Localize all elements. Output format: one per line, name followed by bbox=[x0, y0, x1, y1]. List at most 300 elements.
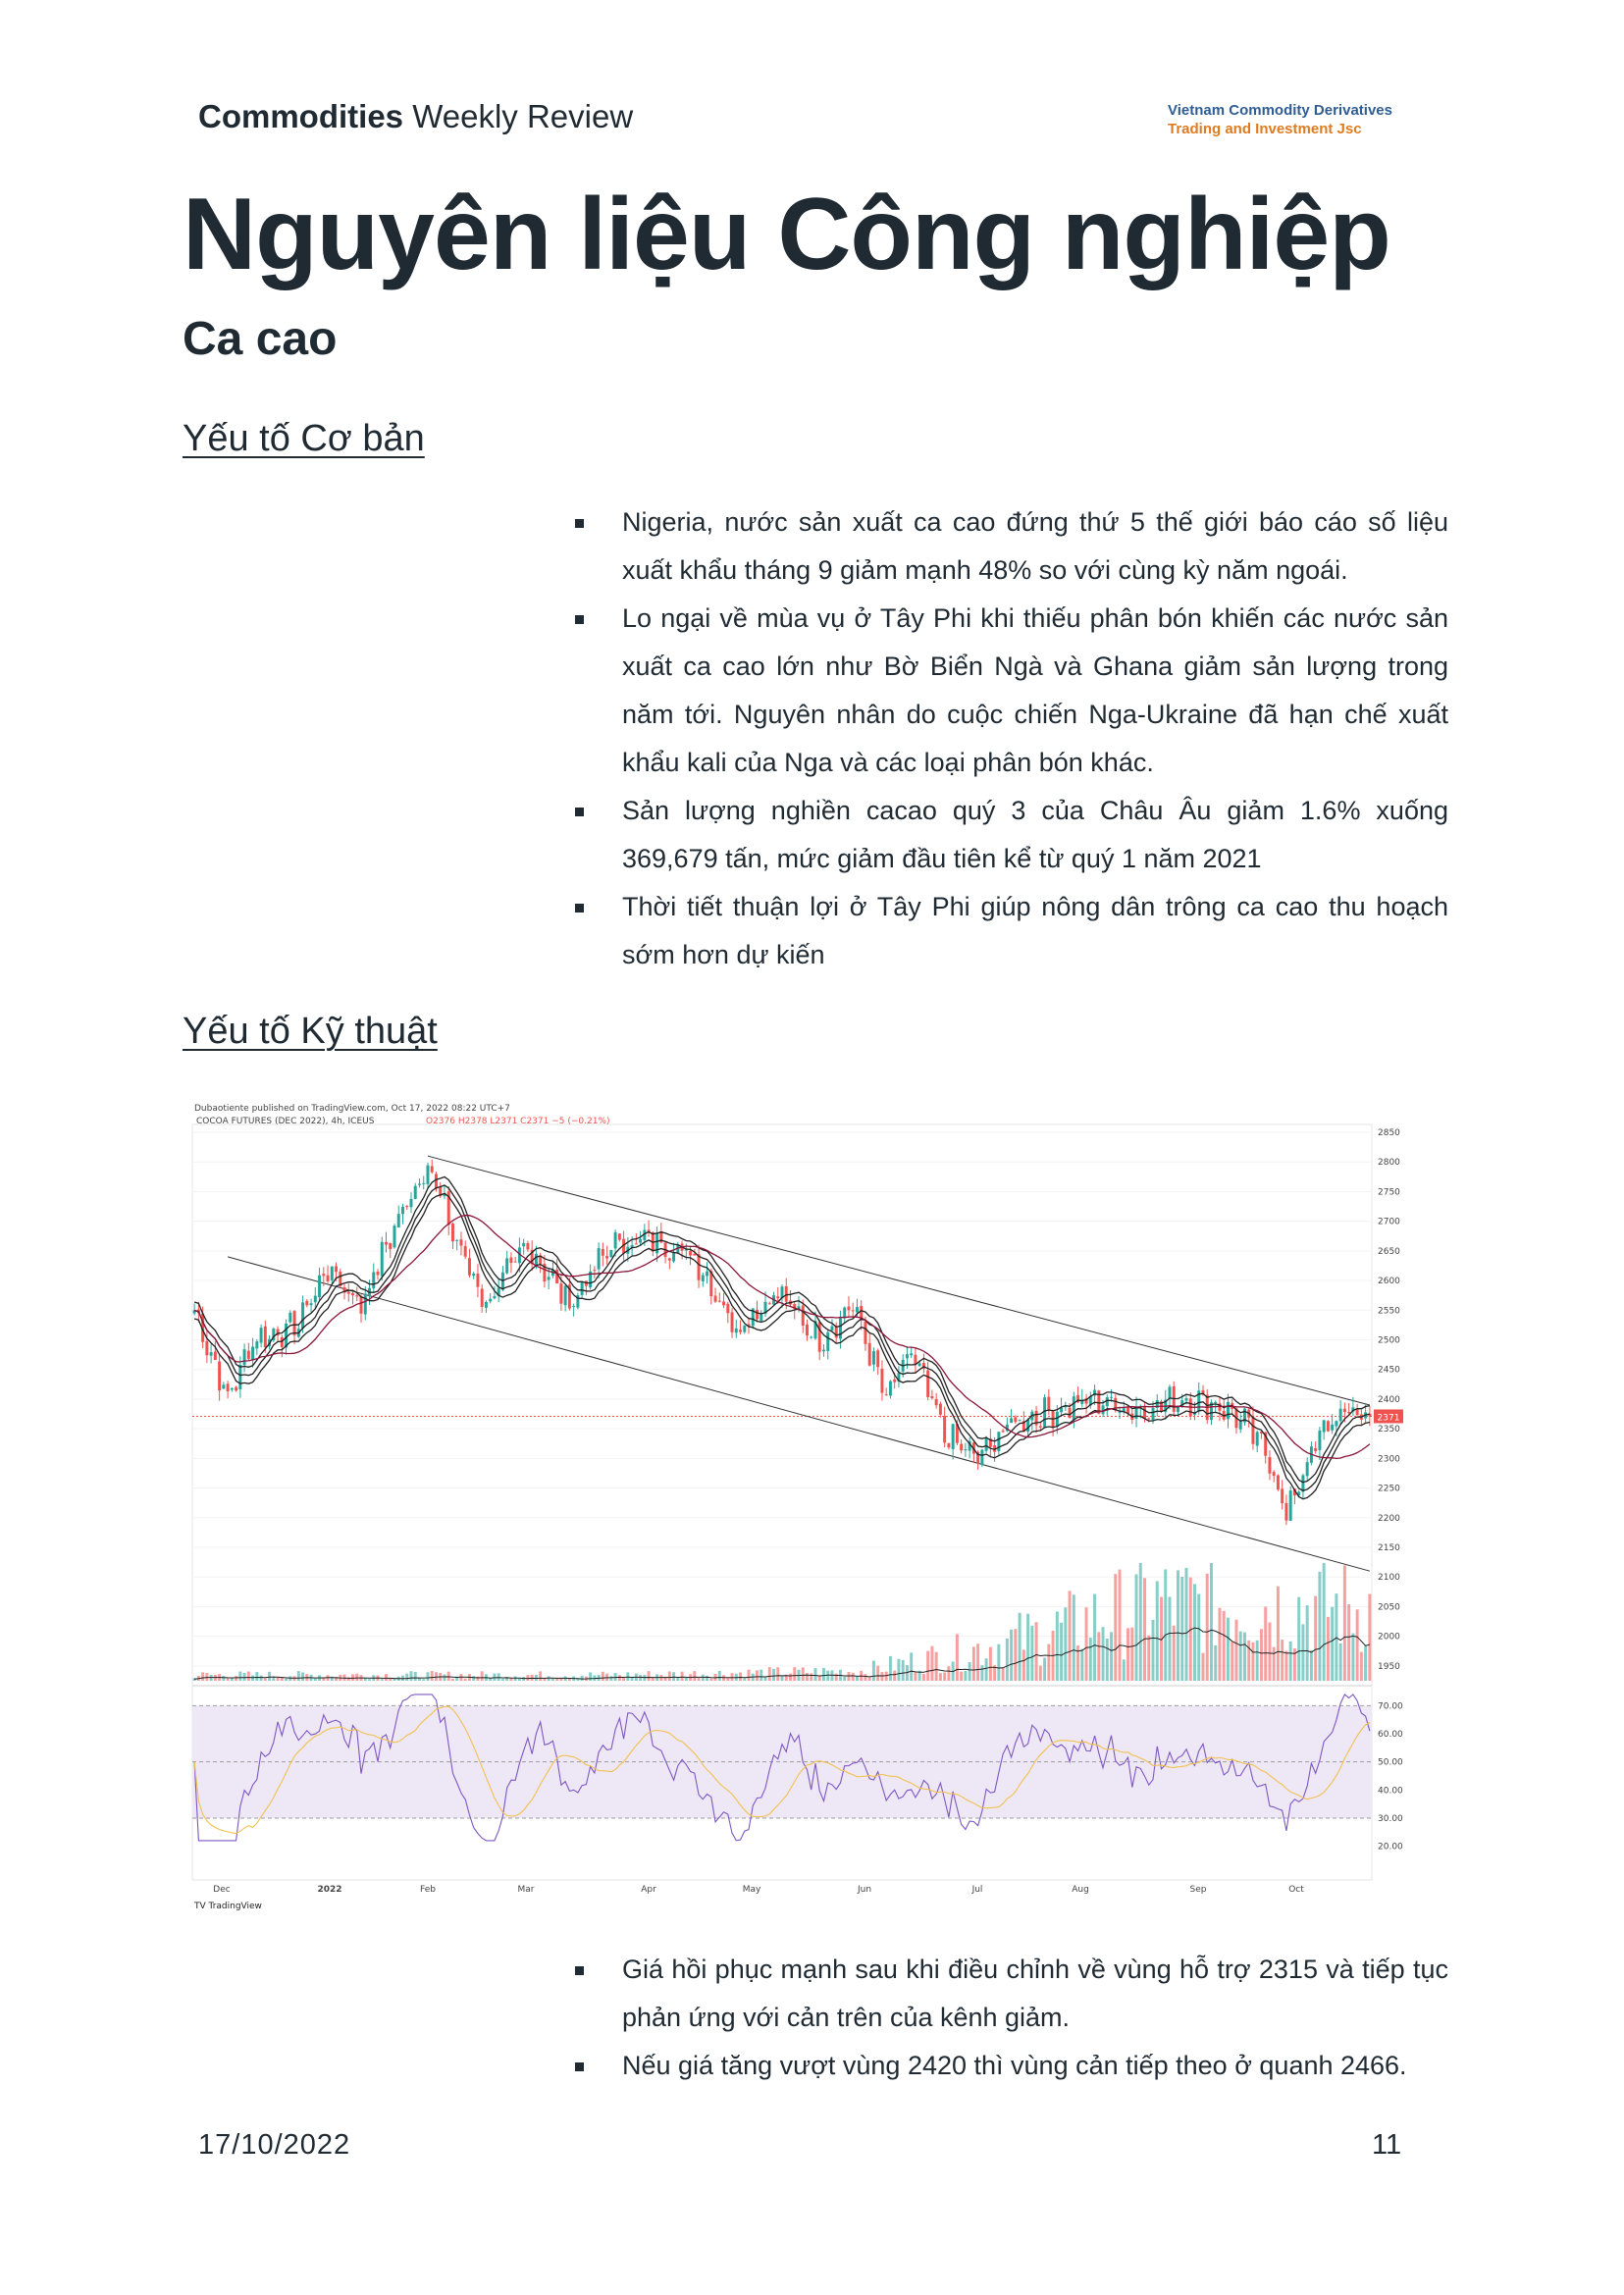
candle-body bbox=[910, 1353, 913, 1355]
candle-body bbox=[485, 1302, 488, 1308]
volume-bar bbox=[926, 1651, 929, 1681]
volume-bar bbox=[1119, 1570, 1122, 1681]
candle-body bbox=[960, 1444, 963, 1451]
fundamentals-heading: Yếu tố Cơ bản bbox=[183, 418, 425, 459]
volume-bar bbox=[1130, 1628, 1133, 1681]
volume-bar bbox=[672, 1672, 675, 1681]
candle-body bbox=[739, 1330, 742, 1331]
candle-body bbox=[464, 1246, 467, 1257]
candle-body bbox=[672, 1253, 675, 1262]
volume-bar bbox=[1085, 1607, 1088, 1681]
volume-bar bbox=[551, 1679, 554, 1681]
candle-body bbox=[401, 1207, 404, 1214]
x-axis-label: 2022 bbox=[317, 1885, 342, 1895]
candle-body bbox=[1047, 1397, 1050, 1411]
candle-body bbox=[381, 1242, 384, 1277]
volume-bar bbox=[956, 1634, 959, 1681]
candle-body bbox=[830, 1327, 833, 1331]
candle-body bbox=[598, 1248, 601, 1270]
volume-bar bbox=[1356, 1609, 1359, 1681]
volume-bar bbox=[1347, 1604, 1350, 1681]
candle-body bbox=[1026, 1420, 1029, 1432]
volume-bar bbox=[718, 1671, 721, 1681]
volume-bar bbox=[1177, 1570, 1179, 1681]
candle-body bbox=[1256, 1432, 1259, 1445]
rsi-tick-label: 30.00 bbox=[1378, 1814, 1403, 1824]
candle-body bbox=[293, 1311, 296, 1335]
candle-body bbox=[1347, 1412, 1350, 1413]
volume-bar bbox=[351, 1674, 354, 1681]
volume-bar bbox=[1210, 1563, 1213, 1681]
x-axis-label: Mar bbox=[517, 1885, 535, 1895]
x-axis-label: Oct bbox=[1288, 1885, 1304, 1895]
volume-bar bbox=[1268, 1623, 1271, 1681]
candle-body bbox=[1073, 1396, 1075, 1420]
candle-body bbox=[602, 1249, 604, 1256]
volume-bar bbox=[1327, 1617, 1330, 1681]
candle-body bbox=[251, 1347, 254, 1361]
candle-body bbox=[347, 1292, 350, 1294]
candle-body bbox=[918, 1363, 921, 1366]
volume-bar bbox=[864, 1674, 866, 1681]
volume-bar bbox=[852, 1673, 855, 1681]
candle-body bbox=[964, 1449, 967, 1450]
volume-bar bbox=[443, 1674, 445, 1681]
candle-body bbox=[689, 1251, 692, 1256]
volume-bar bbox=[618, 1675, 621, 1681]
candle-body bbox=[218, 1361, 221, 1390]
candle-body bbox=[288, 1313, 291, 1323]
volume-bar bbox=[238, 1672, 241, 1681]
candle-body bbox=[635, 1243, 638, 1244]
candle-body bbox=[835, 1327, 838, 1338]
candle-body bbox=[806, 1325, 809, 1335]
price-tick-label: 2650 bbox=[1378, 1246, 1400, 1257]
volume-bar bbox=[868, 1677, 871, 1681]
volume-bar bbox=[731, 1673, 734, 1681]
volume-bar bbox=[1143, 1578, 1146, 1681]
volume-bar bbox=[1047, 1644, 1050, 1681]
volume-bar bbox=[1139, 1563, 1142, 1681]
candle-body bbox=[322, 1274, 325, 1276]
volume-bar bbox=[668, 1671, 671, 1681]
volume-bar bbox=[589, 1672, 592, 1681]
candle-body bbox=[238, 1365, 241, 1389]
candle-body bbox=[722, 1301, 725, 1305]
price-tick-label: 2500 bbox=[1378, 1335, 1400, 1346]
volume-bar bbox=[652, 1678, 655, 1681]
volume-bar bbox=[1073, 1594, 1075, 1681]
volume-bar bbox=[414, 1672, 417, 1681]
candle-body bbox=[952, 1424, 955, 1449]
volume-bar bbox=[1331, 1607, 1334, 1681]
bullet-square-icon bbox=[575, 1966, 584, 1975]
volume-bar bbox=[1156, 1581, 1159, 1681]
candle-body bbox=[856, 1307, 859, 1312]
volume-bar bbox=[930, 1646, 933, 1681]
volume-bar bbox=[685, 1678, 688, 1681]
candle-body bbox=[355, 1295, 358, 1296]
candle-body bbox=[1327, 1421, 1330, 1431]
candle-body bbox=[1185, 1398, 1188, 1401]
volume-bar bbox=[897, 1659, 900, 1681]
volume-bar bbox=[997, 1644, 1000, 1681]
candle-body bbox=[285, 1324, 288, 1347]
volume-bar bbox=[698, 1678, 701, 1681]
candle-body bbox=[1331, 1425, 1334, 1431]
volume-bar bbox=[1019, 1613, 1022, 1681]
candle-body bbox=[422, 1183, 425, 1184]
volume-bar bbox=[1343, 1565, 1346, 1681]
candle-body bbox=[389, 1243, 392, 1249]
volume-bar bbox=[435, 1672, 438, 1681]
candle-body bbox=[1069, 1408, 1072, 1419]
technical-heading: Yếu tố Kỹ thuật bbox=[183, 1011, 438, 1052]
volume-bar bbox=[1281, 1640, 1283, 1681]
volume-bar bbox=[268, 1672, 271, 1681]
candle-body bbox=[593, 1270, 596, 1271]
volume-bar bbox=[1227, 1618, 1230, 1681]
volume-bar bbox=[726, 1678, 729, 1681]
candle-body bbox=[526, 1243, 529, 1249]
candle-body bbox=[522, 1243, 525, 1246]
candle-body bbox=[1002, 1431, 1005, 1432]
volume-bar bbox=[776, 1667, 779, 1681]
candle-body bbox=[418, 1183, 421, 1184]
candle-body bbox=[1227, 1402, 1230, 1419]
volume-bar bbox=[1314, 1596, 1317, 1681]
candle-body bbox=[1014, 1417, 1017, 1422]
volume-bar bbox=[764, 1677, 767, 1681]
volume-bar bbox=[1010, 1630, 1013, 1681]
volume-bar bbox=[781, 1676, 784, 1681]
candle-body bbox=[426, 1166, 429, 1184]
candle-body bbox=[743, 1326, 746, 1332]
candle-body bbox=[260, 1328, 263, 1342]
volume-bar bbox=[880, 1672, 883, 1681]
candle-body bbox=[372, 1272, 375, 1288]
candle-body bbox=[731, 1312, 734, 1331]
candle-body bbox=[535, 1254, 538, 1266]
price-tick-label: 2350 bbox=[1378, 1425, 1400, 1435]
volume-bar bbox=[1310, 1650, 1313, 1681]
candle-body bbox=[639, 1239, 642, 1243]
candle-body bbox=[822, 1350, 825, 1352]
volume-bar bbox=[1339, 1643, 1342, 1681]
candle-body bbox=[698, 1254, 701, 1279]
candle-body bbox=[605, 1256, 608, 1259]
candle-body bbox=[609, 1250, 612, 1257]
volume-bar bbox=[1234, 1620, 1237, 1681]
rsi-tick-label: 70.00 bbox=[1378, 1701, 1403, 1712]
volume-bar bbox=[706, 1676, 708, 1681]
candle-body bbox=[718, 1301, 721, 1302]
volume-bar bbox=[1180, 1577, 1183, 1681]
volume-bar bbox=[681, 1672, 684, 1681]
volume-bar bbox=[285, 1679, 288, 1681]
volume-bar bbox=[426, 1672, 429, 1681]
candle-body bbox=[1281, 1488, 1283, 1503]
volume-bar bbox=[1243, 1633, 1246, 1681]
fundamentals-item: Sản lượng nghiền cacao quý 3 của Châu Âu giảm 1.6% xuống 369,679 tấn, mức giảm đầu tiên kể từ quý 1 năm 2021 bbox=[567, 787, 1448, 883]
candle-body bbox=[785, 1286, 788, 1302]
candle-body bbox=[255, 1341, 258, 1348]
volume-bar bbox=[1193, 1584, 1196, 1681]
fundamentals-item: Lo ngại về mùa vụ ở Tây Phi khi thiếu phân bón khiến các nước sản xuất ca cao lớn như Bờ Biển Ngà và Ghana giảm sản lượng trong năm tới. Nguyên nhân do cuộc chiến Nga-Ukraine đã hạn chế xuất khẩu kali của Nga và các loại phân bón khác. bbox=[567, 595, 1448, 787]
volume-bar bbox=[431, 1671, 434, 1681]
footer-date: 17/10/2022 bbox=[198, 2129, 351, 2161]
x-axis-label: Feb bbox=[420, 1885, 436, 1895]
volume-bar bbox=[1264, 1607, 1267, 1681]
volume-bar bbox=[648, 1671, 651, 1681]
volume-bar bbox=[260, 1676, 263, 1681]
candle-body bbox=[1143, 1406, 1146, 1419]
volume-bar bbox=[355, 1674, 358, 1681]
x-axis-label: May bbox=[742, 1885, 761, 1895]
candle-body bbox=[930, 1396, 933, 1398]
candle-body bbox=[1306, 1462, 1309, 1476]
volume-bar bbox=[1364, 1646, 1367, 1681]
candle-body bbox=[868, 1343, 871, 1366]
volume-bar bbox=[810, 1673, 812, 1681]
volume-bar bbox=[960, 1672, 963, 1681]
volume-bar bbox=[893, 1671, 896, 1681]
volume-bar bbox=[793, 1667, 796, 1681]
candle-body bbox=[476, 1274, 479, 1287]
volume-bar bbox=[201, 1672, 204, 1681]
volume-bar bbox=[789, 1674, 792, 1681]
candle-body bbox=[906, 1354, 909, 1358]
candle-body bbox=[451, 1224, 454, 1241]
volume-bar bbox=[902, 1660, 905, 1681]
volume-bar bbox=[1318, 1572, 1321, 1681]
candle-body bbox=[980, 1450, 983, 1465]
volume-bar bbox=[581, 1676, 584, 1681]
volume-bar bbox=[1251, 1643, 1254, 1681]
volume-bar bbox=[1239, 1632, 1242, 1681]
volume-bar bbox=[976, 1643, 979, 1681]
volume-bar bbox=[1102, 1627, 1105, 1681]
candle-body bbox=[947, 1443, 950, 1447]
rsi-tick-label: 60.00 bbox=[1378, 1730, 1403, 1740]
volume-bar bbox=[772, 1669, 775, 1681]
candle-body bbox=[214, 1351, 217, 1360]
candle-body bbox=[1169, 1386, 1172, 1398]
volume-bar bbox=[876, 1666, 879, 1681]
volume-bar bbox=[1351, 1634, 1354, 1681]
volume-bar bbox=[501, 1679, 504, 1681]
fundamentals-item: Nigeria, nước sản xuất ca cao đứng thứ 5 thế giới báo cáo số liệu xuất khẩu tháng 9 giảm mạnh 48% so với cùng kỳ năm ngoái. bbox=[567, 498, 1448, 595]
page-subtitle: Ca cao bbox=[183, 313, 338, 365]
volume-bar bbox=[227, 1678, 230, 1681]
volume-bar bbox=[1360, 1652, 1363, 1681]
volume-bar bbox=[1039, 1666, 1042, 1681]
candle-body bbox=[1152, 1408, 1155, 1420]
volume-bar bbox=[639, 1675, 642, 1681]
volume-bar bbox=[939, 1673, 942, 1681]
bullet-square-icon bbox=[575, 2062, 584, 2071]
x-axis-label: Jul bbox=[971, 1885, 983, 1895]
candle-body bbox=[1277, 1476, 1280, 1490]
candle-body bbox=[1110, 1397, 1113, 1398]
tradingview-brand: TV TradingView bbox=[194, 1902, 262, 1911]
volume-bar bbox=[1114, 1574, 1117, 1681]
rsi-tick-label: 50.00 bbox=[1378, 1757, 1403, 1768]
candle-body bbox=[935, 1399, 938, 1405]
volume-bar bbox=[1164, 1569, 1167, 1681]
volume-bar bbox=[969, 1662, 971, 1681]
volume-bar bbox=[251, 1675, 254, 1681]
candle-body bbox=[231, 1388, 234, 1390]
bullet-square-icon bbox=[575, 615, 584, 624]
volume-bar bbox=[297, 1671, 300, 1681]
fundamentals-item: Thời tiết thuận lợi ở Tây Phi giúp nông dân trông ca cao thu hoạch sớm hơn dự kiến bbox=[567, 883, 1448, 979]
price-tick-label: 2700 bbox=[1378, 1217, 1400, 1227]
candle-body bbox=[614, 1232, 617, 1249]
candle-body bbox=[926, 1371, 929, 1397]
volume-bar bbox=[885, 1672, 888, 1681]
volume-bar bbox=[531, 1675, 534, 1681]
volume-bar bbox=[847, 1672, 850, 1681]
volume-bar bbox=[872, 1661, 875, 1681]
volume-bar bbox=[264, 1678, 267, 1681]
volume-bar bbox=[609, 1676, 612, 1681]
volume-bar bbox=[922, 1674, 925, 1681]
candle-body bbox=[864, 1322, 866, 1344]
price-tick-label: 2200 bbox=[1378, 1513, 1400, 1524]
last-price-label: 2371 bbox=[1377, 1413, 1400, 1424]
volume-bar bbox=[1368, 1594, 1371, 1681]
volume-bar bbox=[381, 1679, 384, 1681]
candle-body bbox=[509, 1258, 512, 1263]
volume-bar bbox=[1306, 1605, 1309, 1681]
price-tick-label: 2800 bbox=[1378, 1158, 1400, 1169]
candle-body bbox=[489, 1299, 492, 1302]
volume-bar bbox=[1097, 1632, 1100, 1681]
price-tick-label: 2050 bbox=[1378, 1602, 1400, 1613]
volume-bar bbox=[364, 1678, 367, 1681]
volume-bar bbox=[1289, 1642, 1292, 1681]
volume-bar bbox=[756, 1670, 759, 1681]
volume-bar bbox=[1056, 1611, 1059, 1681]
x-axis-label: Jun bbox=[857, 1885, 872, 1895]
candle-body bbox=[1323, 1420, 1326, 1432]
price-tick-label: 2450 bbox=[1378, 1365, 1400, 1376]
price-tick-label: 2250 bbox=[1378, 1484, 1400, 1494]
candle-body bbox=[360, 1296, 363, 1314]
volume-bar bbox=[602, 1672, 604, 1681]
candle-body bbox=[455, 1240, 458, 1241]
candle-body bbox=[414, 1186, 417, 1199]
volume-bar bbox=[1126, 1628, 1129, 1681]
candle-body bbox=[327, 1276, 330, 1281]
volume-bar bbox=[813, 1668, 816, 1681]
volume-bar bbox=[748, 1670, 751, 1681]
volume-bar bbox=[1197, 1594, 1200, 1681]
candle-body bbox=[405, 1206, 408, 1207]
candle-body bbox=[548, 1277, 550, 1279]
volume-bar bbox=[472, 1676, 475, 1681]
volume-bar bbox=[1093, 1594, 1096, 1681]
candle-body bbox=[1060, 1408, 1063, 1412]
candle-body bbox=[872, 1351, 875, 1364]
volume-bar bbox=[368, 1679, 371, 1681]
volume-bar bbox=[1080, 1649, 1083, 1681]
candle-body bbox=[435, 1174, 438, 1188]
candle-body bbox=[385, 1242, 388, 1245]
candle-body bbox=[1119, 1412, 1122, 1413]
volume-bar bbox=[1231, 1643, 1233, 1681]
technical-item: Nếu giá tăng vượt vùng 2420 thì vùng cản tiếp theo ở quanh 2466. bbox=[567, 2042, 1448, 2090]
candle-body bbox=[1039, 1426, 1042, 1427]
volume-bar bbox=[1106, 1639, 1109, 1681]
volume-bar bbox=[856, 1677, 859, 1681]
price-tick-label: 2300 bbox=[1378, 1454, 1400, 1465]
candle-body bbox=[802, 1306, 805, 1326]
candle-body bbox=[1239, 1421, 1242, 1429]
volume-bar bbox=[964, 1671, 967, 1681]
candle-body bbox=[1102, 1405, 1105, 1414]
candle-body bbox=[668, 1258, 671, 1260]
volume-bar bbox=[301, 1672, 304, 1681]
candle-body bbox=[493, 1296, 496, 1298]
volume-bar bbox=[526, 1675, 529, 1681]
volume-bar bbox=[806, 1673, 809, 1681]
volume-bar bbox=[447, 1672, 450, 1681]
volume-bar bbox=[972, 1646, 975, 1681]
candle-body bbox=[943, 1416, 946, 1442]
candle-body bbox=[335, 1266, 338, 1272]
candle-body bbox=[1318, 1431, 1321, 1450]
candle-body bbox=[459, 1239, 462, 1245]
candle-body bbox=[205, 1341, 208, 1355]
price-tick-label: 2400 bbox=[1378, 1394, 1400, 1405]
candle-body bbox=[301, 1302, 304, 1329]
price-tick-label: 2550 bbox=[1378, 1306, 1400, 1317]
volume-bar bbox=[518, 1679, 521, 1681]
candle-body bbox=[1019, 1420, 1022, 1421]
volume-bar bbox=[980, 1665, 983, 1681]
candle-body bbox=[397, 1214, 400, 1227]
candle-body bbox=[559, 1283, 562, 1304]
candle-body bbox=[468, 1258, 471, 1275]
volume-bar bbox=[1043, 1658, 1046, 1681]
candle-body bbox=[505, 1258, 508, 1273]
candle-body bbox=[889, 1382, 892, 1396]
volume-bar bbox=[535, 1675, 538, 1681]
candle-body bbox=[1056, 1412, 1059, 1427]
volume-bar bbox=[822, 1668, 825, 1681]
volume-bar bbox=[889, 1656, 892, 1681]
volume-bar bbox=[493, 1674, 496, 1681]
candle-body bbox=[1010, 1418, 1013, 1423]
company-logo: Vietnam Commodity Derivatives Trading and Investment Jsc bbox=[1168, 102, 1392, 137]
volume-bar bbox=[1152, 1620, 1155, 1681]
candle-body bbox=[1268, 1457, 1271, 1474]
candle-body bbox=[1339, 1409, 1342, 1422]
volume-bar bbox=[818, 1676, 821, 1681]
candle-body bbox=[726, 1304, 729, 1313]
candle-body bbox=[706, 1272, 708, 1277]
candle-body bbox=[939, 1404, 942, 1415]
volume-bar bbox=[1185, 1568, 1188, 1681]
candle-body bbox=[472, 1274, 475, 1276]
volume-bar bbox=[1026, 1614, 1029, 1681]
candle-body bbox=[351, 1293, 354, 1295]
candle-body bbox=[210, 1352, 213, 1355]
volume-bar bbox=[614, 1673, 617, 1681]
chart-ohlc: O2376 H2378 L2371 C2371 −5 (−0.21%) bbox=[426, 1117, 610, 1126]
